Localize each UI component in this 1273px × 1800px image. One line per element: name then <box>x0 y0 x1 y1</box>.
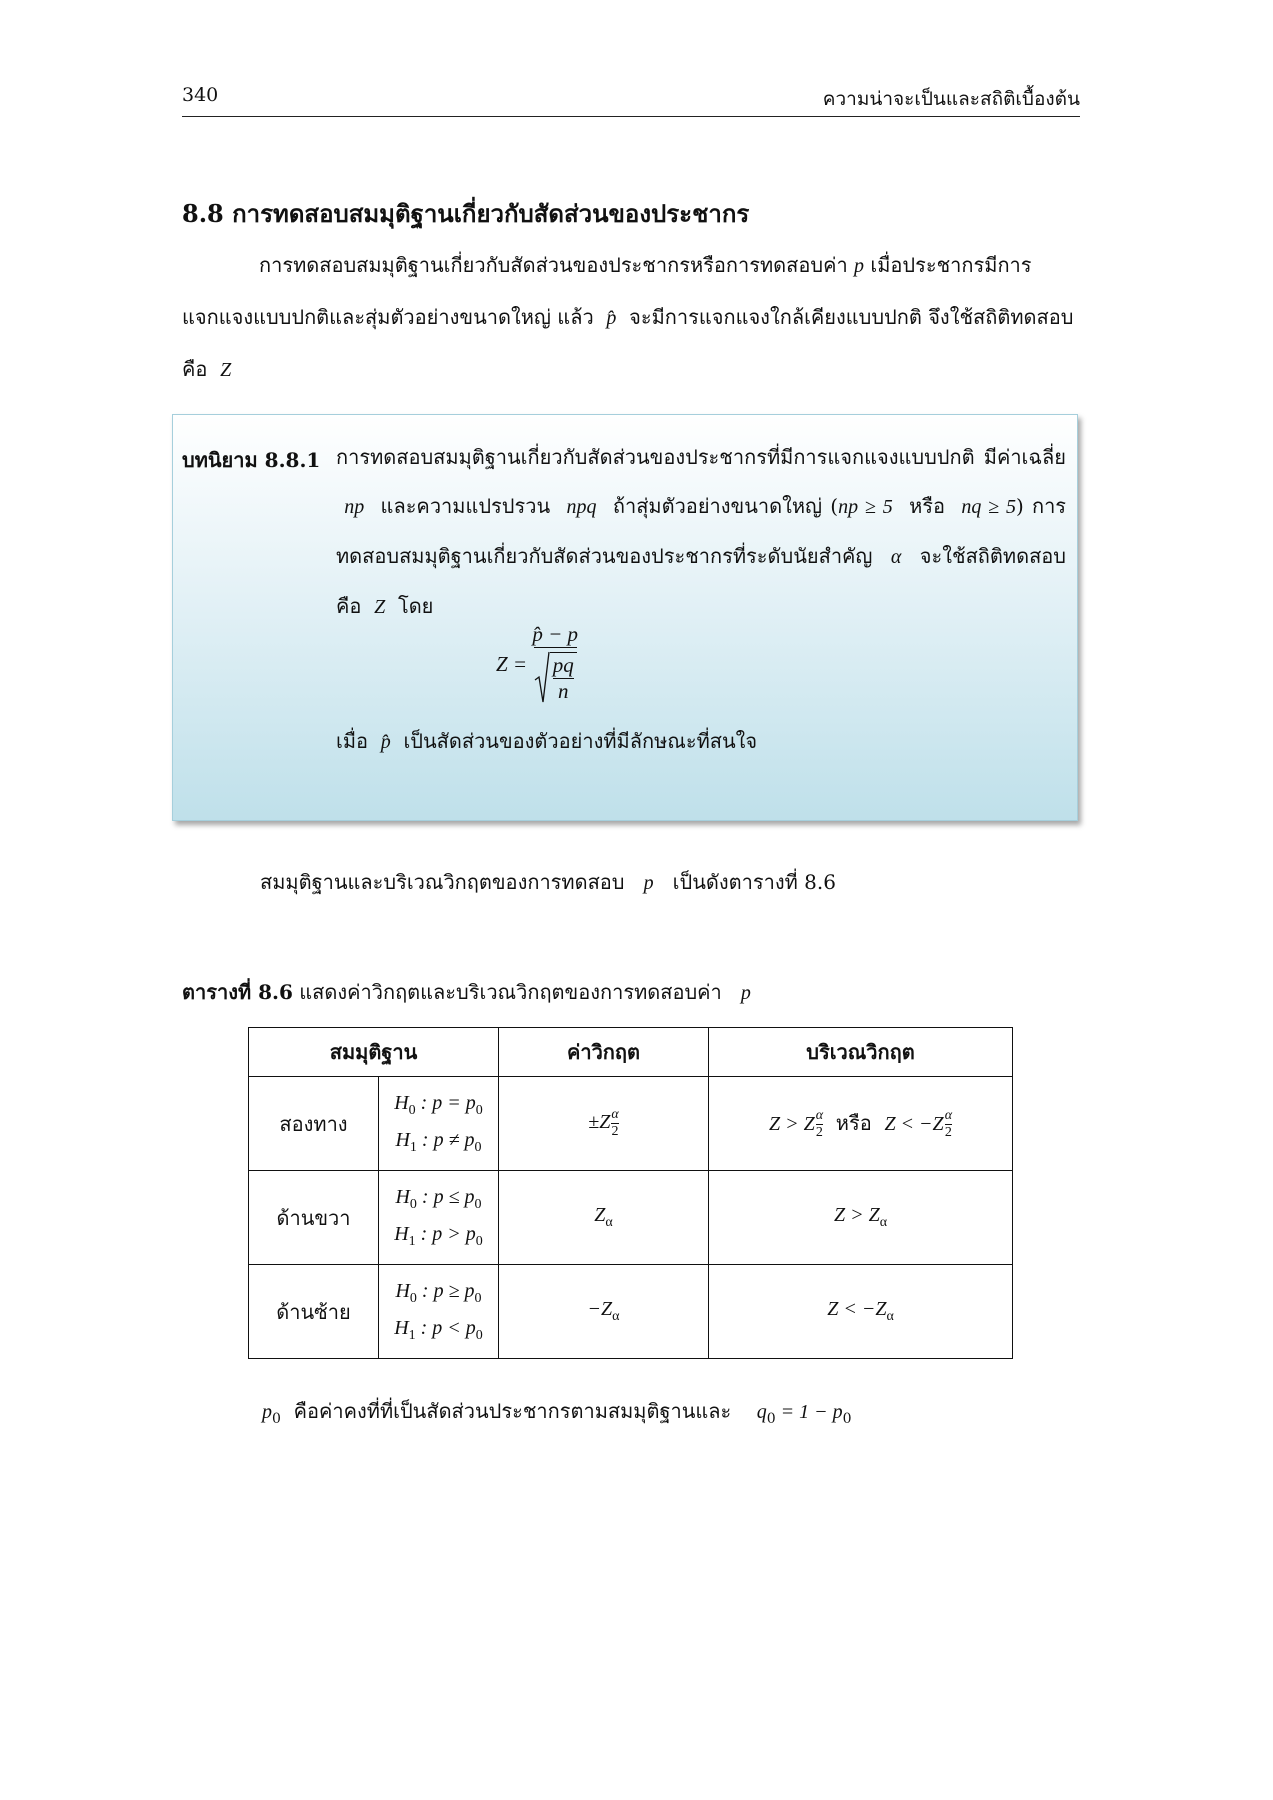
definition-label: บทนิยาม 8.8.1 <box>182 448 321 472</box>
col-critical-region: บริเวณวิกฤต <box>709 1028 1013 1077</box>
table-caption: ตารางที่ 8.6 แสดงค่าวิกฤตและบริเวณวิกฤตของการทดสอบค่า p <box>182 980 751 1004</box>
table-intro-sentence: สมมุติฐานและบริเวณวิกฤตของการทดสอบ p เป็นดังตารางที่ 8.6 <box>260 870 836 894</box>
hypotheses: $H_0$ : $p \ge p_0$ $H_1$ : $p < p_0$ <box>379 1265 499 1359</box>
critical-region-table <box>248 1027 1013 1359</box>
running-header: ความน่าจะเป็นและสถิติเบื้องต้น <box>822 88 1080 110</box>
intro-paragraph: การทดสอบสมมุติฐานเกี่ยวกับสัดส่วนของประชากรหรือการทดสอบค่า p เมื่อประชากรมีการแจกแจงแบบปกติและสุ่มตัวอย่างขนาดใหญ่ แล้ว p̂ จะมีการแจกแจงใกล้เคียงแบบปกติ จึงใช้สถิติทดสอบคือ Z <box>182 253 1074 381</box>
table-row <box>249 1077 1013 1171</box>
z-formula: Z = p̂ − p pq n <box>496 622 578 706</box>
table-footnote: $p_0$ คือค่าคงที่ที่เป็นสัดส่วนประชากรตามสมมุติฐานและ $q_0 = 1 - p_0$ <box>262 1399 852 1427</box>
test-type: ด้านขวา <box>249 1171 379 1265</box>
col-critical-value: ค่าวิกฤต <box>499 1028 709 1077</box>
col-hypothesis: สมมุติฐาน <box>249 1028 499 1077</box>
critical-value: ±Z $\frac{\alpha}{2}$ <box>499 1077 709 1171</box>
definition-text: การทดสอบสมมุติฐานเกี่ยวกับสัดส่วนของประชากรที่มีการแจกแจงแบบปกติ มีค่าเฉลี่ย np และความแปรปรวน npq ถ้าสุ่มตัวอย่างขนาดใหญ่ (np ≥ 5 หรือ nq ≥ 5) การทดสอบสมมุติฐานเกี่ยวกับสัดส่วนของประชากรที่ระดับนัยสำคัญ α จะใช้สถิติทดสอบคือ Z โดย <box>336 445 1067 618</box>
critical-region: $Z > Z_\alpha$ <box>709 1171 1013 1265</box>
page-number: 340 <box>182 84 219 106</box>
critical-value: $-Z_\alpha$ <box>499 1265 709 1359</box>
sqrt-sign <box>534 650 550 706</box>
hypotheses: $H_0$ : $p \le p_0$ $H_1$ : $p > p_0$ <box>379 1171 499 1265</box>
table-row <box>249 1265 1013 1359</box>
critical-region: Z > Z $\frac{\alpha}{2}$ หรือ Z < −Z $\frac{\alpha}{2}$ <box>709 1077 1013 1171</box>
test-type: สองทาง <box>249 1077 379 1171</box>
test-type: ด้านซ้าย <box>249 1265 379 1359</box>
section-title: 8.8 การทดสอบสมมุติฐานเกี่ยวกับสัดส่วนของประชากร <box>182 199 750 228</box>
critical-value: $Z_\alpha$ <box>499 1171 709 1265</box>
header-rule <box>182 116 1080 117</box>
definition-note: เมื่อ p̂ เป็นสัดส่วนของตัวอย่างที่มีลักษณะที่สนใจ <box>336 729 758 753</box>
table-header-row <box>249 1028 1013 1077</box>
table-row <box>249 1171 1013 1265</box>
hypotheses: $H_0$ : $p = p_0$ $H_1$ : $p \ne p_0$ <box>379 1077 499 1171</box>
critical-region: $Z < -Z_\alpha$ <box>709 1265 1013 1359</box>
